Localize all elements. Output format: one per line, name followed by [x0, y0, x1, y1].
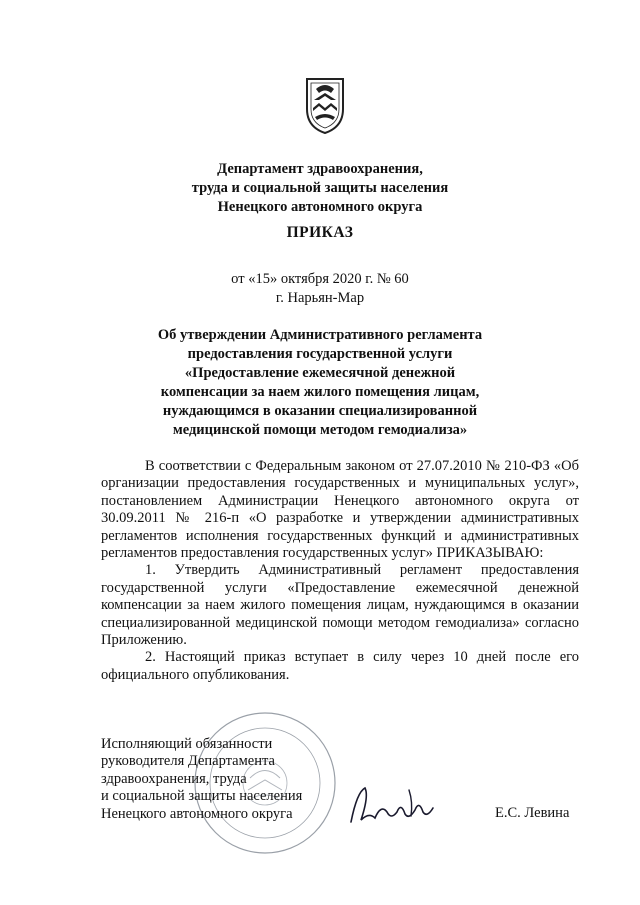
body-paragraph-item-2: 2. Настоящий приказ вступает в силу через 10 дней после его официального опубликования.	[101, 649, 579, 683]
subject-line: «Предоставление ежемесячной денежной	[184, 365, 456, 381]
order-subject	[0, 326, 640, 440]
signatory-position	[101, 736, 302, 823]
subject-line: Об утверждении Административного регламента	[157, 327, 483, 343]
department-line: Департамент здравоохранения,	[217, 161, 423, 177]
position-line: Исполняющий обязанности	[101, 736, 273, 752]
body-paragraph-item-1: 1. Утвердить Административный регламент предоставления государственной услуги «Предоставление ежемесячной денежной компенсации за наем жилого помещения лицам, нуждающимся в оказании специализированной медицинской помощи методом гемодиализа» согласно Приложению.	[101, 562, 579, 649]
order-date-block	[0, 270, 640, 308]
position-line: Ненецкого автономного округа	[101, 805, 293, 822]
order-city: г. Нарьян-Мар	[275, 290, 365, 306]
order-title: ПРИКАЗ	[286, 224, 354, 241]
signatory-name: Е.С. Левина	[495, 805, 570, 821]
subject-line: медицинской помощи методом гемодиализа»	[172, 422, 468, 438]
coat-of-arms-icon	[303, 75, 347, 135]
order-body	[101, 458, 579, 684]
handwritten-signature-icon	[345, 782, 437, 830]
body-paragraph-preamble: В соответствии с Федеральным законом от 27.07.2010 № 210-ФЗ «Об организации предоставления государственных и муниципальных услуг», постановлением Администрации Ненецкого автономного округа от 30.09.2011 № 216-п «О разработке и утверждении административных регламентов исполнения государственных функций и административных регламентов предоставления государственных услуг» ПРИКАЗЫВАЮ:	[101, 458, 579, 562]
department-line: труда и социальной защиты населения	[191, 180, 449, 196]
position-line: здравоохранения, труда	[101, 770, 247, 787]
position-line: и социальной защиты населения	[101, 788, 303, 805]
subject-line: предоставления государственной услуги	[187, 346, 453, 362]
department-name	[0, 160, 640, 217]
order-date: от «15» октября 2020 г. № 60	[231, 271, 409, 287]
department-line: Ненецкого автономного округа	[217, 199, 423, 215]
subject-line: нуждающимся в оказании специализированной	[162, 403, 478, 419]
position-line: руководителя Департамента	[101, 753, 275, 770]
subject-line: компенсации за наем жилого помещения лицам,	[160, 384, 480, 400]
